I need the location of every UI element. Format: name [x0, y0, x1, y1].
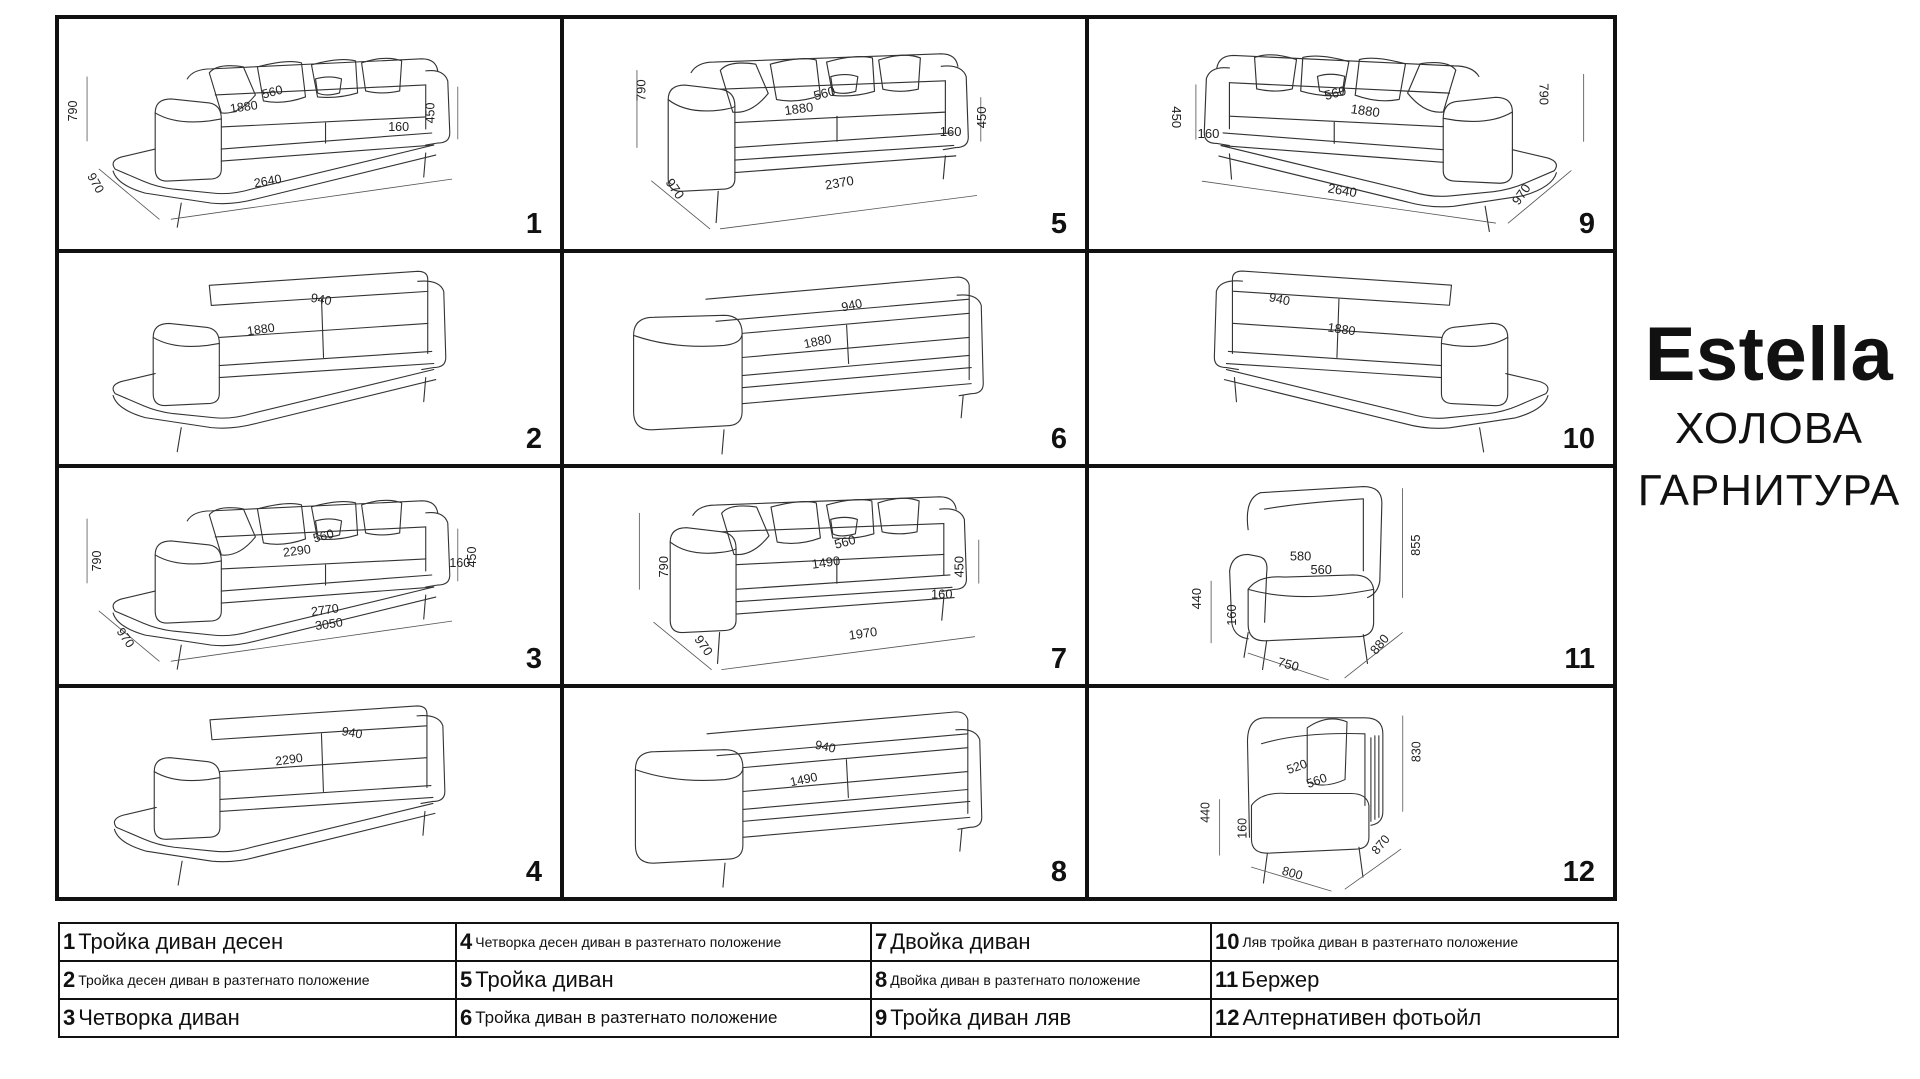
outline-stroke — [1261, 733, 1365, 805]
legend-entry — [871, 923, 1211, 961]
dimension-label: 520 — [1284, 756, 1310, 777]
dimension-label: 1970 — [847, 623, 879, 643]
outline-stroke — [960, 829, 962, 851]
cell-number: 9 — [1578, 208, 1595, 240]
sofa-drawing — [1089, 19, 1613, 249]
sofa-drawing — [59, 19, 560, 249]
outline-stroke — [634, 333, 743, 346]
legend-entry — [871, 961, 1211, 999]
armchair-drawing — [1089, 688, 1613, 897]
sofa-drawing — [564, 688, 1085, 897]
dimension-label: 750 — [1276, 654, 1301, 675]
outline-stroke — [417, 716, 445, 804]
furniture-outline — [113, 271, 446, 451]
legend-text: Тройка диван десен — [78, 929, 284, 954]
legend-entry — [456, 923, 871, 961]
dimension-label: 1880 — [1349, 101, 1381, 121]
outline-stroke — [155, 113, 221, 122]
dimension-label: 790 — [633, 79, 649, 102]
outline-stroke — [1229, 116, 1443, 126]
dimension-label: 560 — [811, 83, 837, 104]
outline-stroke — [735, 145, 954, 160]
line-art — [564, 468, 1085, 684]
cell-number: 3 — [525, 643, 542, 675]
dimension-label: 1880 — [1326, 320, 1357, 339]
dimension-label: 160 — [939, 124, 962, 140]
outline-stroke — [221, 559, 425, 569]
outline-stroke — [1229, 154, 1231, 179]
diagram-cell-4 — [59, 688, 560, 897]
dimension-label: 2290 — [274, 750, 304, 769]
furniture-outline — [634, 277, 984, 454]
sofa-drawing — [59, 468, 560, 684]
legend-entry — [1211, 961, 1618, 999]
dimension-label: 160 — [1235, 817, 1250, 839]
legend-entry — [59, 961, 456, 999]
outline-stroke — [736, 587, 952, 601]
dimension-label: 440 — [1198, 802, 1213, 823]
dimension-label: 3050 — [314, 615, 344, 634]
legend-table — [58, 922, 1619, 1038]
legend-entry — [1211, 999, 1618, 1037]
diagram-cell-10 — [1089, 253, 1613, 464]
outline-stroke — [155, 99, 221, 181]
outline-stroke — [670, 542, 736, 553]
dimension-label: 1880 — [246, 320, 276, 339]
diagram-cell-9 — [1089, 19, 1613, 249]
legend-text: Тройка диван в разтегнато положение — [475, 1008, 778, 1027]
outline-stroke — [1363, 635, 1367, 664]
legend-text: Алтернативен фотьойл — [1242, 1005, 1482, 1030]
outline-stroke — [177, 645, 181, 669]
diagram-cell-12 — [1089, 688, 1613, 897]
legend-number: 2 — [63, 967, 76, 992]
outline-stroke — [155, 555, 221, 564]
outline-stroke — [1263, 853, 1267, 883]
outline-stroke — [423, 811, 425, 835]
legend-text: Четворка десен диван в разтегнато положение — [475, 933, 782, 950]
dimension-label: 970 — [662, 175, 688, 202]
dimension-label: 560 — [1310, 561, 1332, 577]
line-art — [59, 688, 560, 897]
outline-stroke — [154, 772, 220, 781]
legend-text: Двойка диван — [890, 929, 1031, 954]
outline-stroke — [322, 299, 324, 357]
legend-number: 11 — [1215, 967, 1239, 992]
outline-stroke — [177, 428, 181, 452]
dimension-label: 560 — [1304, 770, 1329, 791]
sofa-drawing — [564, 19, 1085, 249]
outline-stroke — [155, 541, 221, 623]
dimension-label: 800 — [1280, 863, 1305, 883]
dimension-label: 940 — [309, 290, 333, 309]
legend-number: 6 — [460, 1005, 473, 1030]
dimension-label: 790 — [1536, 83, 1552, 106]
outline-stroke — [735, 112, 945, 122]
outline-stroke — [635, 750, 742, 863]
outline-stroke — [219, 364, 433, 378]
outline-stroke — [742, 384, 971, 404]
legend-entry — [456, 961, 871, 999]
diagram-cell-6 — [564, 253, 1085, 464]
outline-stroke — [1224, 380, 1548, 429]
cell-number: 2 — [525, 423, 542, 455]
outline-stroke — [178, 861, 182, 885]
outline-stroke — [722, 430, 724, 454]
brand-block — [1622, 312, 1916, 522]
cell-number: 5 — [1050, 208, 1067, 240]
outline-stroke — [743, 790, 968, 810]
outline-stroke — [670, 528, 736, 633]
outline-stroke — [219, 351, 431, 365]
dimension-label: 160 — [388, 119, 410, 134]
dimension-label: 450 — [951, 556, 967, 578]
outline-stroke — [878, 498, 919, 534]
outline-stroke — [735, 133, 952, 148]
dimension-label: 160 — [1223, 604, 1239, 626]
outline-stroke — [114, 813, 434, 861]
legend-text: Двойка диван в разтегнато положение — [890, 971, 1141, 988]
outline-stroke — [424, 378, 426, 402]
outline-stroke — [706, 277, 969, 321]
brand-subtitle-line-1: ХОЛОВА — [1675, 404, 1863, 453]
dimension-line — [1345, 849, 1401, 889]
dimension-label: 560 — [832, 531, 858, 552]
outline-stroke — [1248, 589, 1373, 596]
outline-stroke — [1443, 112, 1512, 121]
line-art — [1089, 19, 1613, 249]
outline-stroke — [114, 803, 432, 851]
legend-entry — [59, 999, 456, 1037]
armchair-drawing — [1089, 468, 1613, 684]
outline-stroke — [153, 323, 219, 405]
outline-stroke — [1244, 633, 1248, 658]
outline-stroke — [316, 77, 342, 95]
dimension-line — [722, 637, 975, 670]
cell-number: 1 — [525, 208, 542, 240]
dimension-label: 940 — [1267, 290, 1292, 309]
legend-number: 8 — [875, 967, 888, 992]
outline-stroke — [743, 817, 970, 837]
legend-number: 1 — [63, 929, 76, 954]
dimension-label: 160 — [931, 586, 953, 602]
outline-stroke — [113, 370, 434, 419]
furniture-outline — [114, 706, 444, 885]
dimension-label: 560 — [311, 526, 336, 546]
furniture-outline — [639, 497, 978, 670]
outline-stroke — [220, 786, 431, 800]
diagram-cell-8 — [564, 688, 1085, 897]
sofa-drawing — [564, 468, 1085, 684]
dimension-label: 1490 — [810, 552, 842, 572]
line-art — [1089, 468, 1613, 684]
outline-stroke — [742, 355, 969, 375]
outline-stroke — [846, 760, 848, 798]
diagram-cell-7 — [564, 468, 1085, 684]
dimension-label: 450 — [1168, 106, 1184, 129]
legend-entry — [59, 923, 456, 961]
line-art — [59, 468, 560, 684]
brand-subtitle-line-2: ГАРНИТУРА — [1637, 466, 1901, 515]
diagram-cell-2 — [59, 253, 560, 464]
outline-stroke — [1226, 370, 1548, 419]
cell-number: 6 — [1050, 423, 1067, 455]
legend-entry — [1211, 923, 1618, 961]
outline-stroke — [1263, 641, 1267, 670]
dimension-line — [720, 195, 976, 228]
dimension-label: 2640 — [1326, 180, 1359, 201]
outline-stroke — [113, 587, 434, 636]
outline-stroke — [1234, 378, 1236, 402]
dimension-label: 2640 — [252, 171, 283, 191]
cell-number: 10 — [1562, 423, 1595, 455]
dimension-label: 970 — [1508, 181, 1534, 208]
outline-stroke — [707, 712, 968, 756]
line-art — [1089, 253, 1613, 464]
line-art — [1089, 688, 1613, 897]
legend-entry — [456, 999, 871, 1037]
outline-stroke — [961, 396, 963, 418]
outline-stroke — [177, 203, 181, 227]
furniture-outline — [1220, 716, 1403, 891]
outline-stroke — [634, 315, 743, 430]
outline-stroke — [220, 797, 433, 811]
sofa-drawing — [59, 253, 560, 464]
cell-number: 8 — [1050, 856, 1067, 888]
outline-stroke — [1480, 428, 1484, 452]
outline-stroke — [1248, 575, 1373, 641]
dimension-label: 790 — [656, 556, 672, 578]
brand-name: Estella — [1644, 312, 1894, 397]
legend-number: 12 — [1215, 1005, 1240, 1030]
dimension-label: 450 — [464, 546, 479, 568]
furniture-outline — [1196, 55, 1584, 232]
legend-number: 4 — [460, 929, 473, 954]
line-art — [564, 19, 1085, 249]
line-art — [564, 688, 1085, 897]
outline-stroke — [879, 55, 921, 91]
outline-stroke — [742, 337, 969, 357]
legend-text: Тройка диван — [475, 967, 614, 992]
outline-stroke — [1221, 146, 1556, 197]
outline-stroke — [418, 281, 446, 369]
diagram-cell-5 — [564, 19, 1085, 249]
diagram-cell-3 — [59, 468, 560, 684]
furniture-outline — [87, 500, 458, 669]
line-art — [59, 19, 560, 249]
dimension-label: 970 — [691, 632, 717, 659]
outline-stroke — [1359, 847, 1363, 877]
cell-number: 12 — [1562, 856, 1595, 888]
dimension-label: 160 — [449, 555, 471, 570]
dimension-label: 870 — [1368, 832, 1393, 858]
dimension-label: 790 — [90, 550, 105, 572]
outline-stroke — [220, 758, 427, 772]
dimension-label: 940 — [840, 296, 864, 315]
diagram-cell-11 — [1089, 468, 1613, 684]
dimension-label: 2770 — [310, 601, 340, 619]
legend-number: 5 — [460, 967, 473, 992]
dimension-label: 440 — [1188, 587, 1204, 610]
dimension-label: 830 — [1409, 741, 1424, 763]
legend-number: 10 — [1215, 929, 1240, 954]
outline-stroke — [215, 85, 425, 95]
dimension-label: 1490 — [788, 769, 819, 790]
outline-stroke — [426, 513, 450, 587]
furniture-outline — [87, 58, 458, 227]
outline-stroke — [716, 191, 718, 222]
outline-stroke — [1485, 206, 1489, 231]
outline-stroke — [943, 156, 945, 179]
outline-stroke — [956, 730, 982, 830]
legend-number: 9 — [875, 1005, 888, 1030]
legend-row — [59, 923, 1618, 961]
outline-stroke — [1226, 364, 1441, 378]
outline-stroke — [1232, 271, 1451, 305]
outline-stroke — [1441, 337, 1507, 346]
outline-stroke — [153, 337, 219, 346]
dimension-label: 1880 — [229, 98, 259, 116]
sofa-drawing — [564, 253, 1085, 464]
sofa-drawing — [1089, 253, 1613, 464]
legend-text: Четворка диван — [78, 1005, 240, 1030]
outline-stroke — [1355, 58, 1405, 101]
dimension-label: 855 — [1407, 534, 1423, 556]
legend-text: Ляв тройка диван в разтегнато положение — [1242, 933, 1519, 950]
outline-stroke — [424, 595, 426, 619]
outline-stroke — [736, 575, 950, 589]
diagram-cell-1 — [59, 19, 560, 249]
legend-number: 7 — [875, 929, 888, 954]
outline-stroke — [321, 734, 323, 792]
outline-stroke — [771, 502, 820, 544]
outline-stroke — [668, 100, 735, 111]
furniture-outline — [1214, 271, 1548, 452]
outline-stroke — [635, 768, 742, 781]
outline-stroke — [743, 769, 968, 792]
dimension-label: 940 — [813, 737, 837, 756]
dimension-label: 1880 — [802, 331, 833, 352]
dimension-label: 580 — [1289, 548, 1312, 564]
sofa-drawing — [59, 688, 560, 897]
product-diagram-grid — [55, 15, 1617, 901]
dimension-label: 2290 — [282, 542, 312, 560]
legend-number: 3 — [63, 1005, 76, 1030]
dimension-label: 450 — [974, 106, 990, 129]
cell-number: 4 — [525, 856, 542, 888]
dimension-label: 560 — [260, 82, 285, 102]
outline-stroke — [957, 295, 983, 396]
outline-stroke — [1265, 499, 1364, 571]
outline-stroke — [113, 597, 436, 646]
dimension-label: 1880 — [783, 99, 815, 119]
outline-stroke — [257, 504, 305, 545]
outline-stroke — [1219, 156, 1556, 207]
dimension-label: 790 — [66, 100, 81, 122]
outline-stroke — [1228, 351, 1441, 365]
legend-row — [59, 961, 1618, 999]
outline-stroke — [1223, 133, 1443, 150]
outline-stroke — [424, 153, 426, 177]
outline-stroke — [847, 325, 849, 363]
dimension-label: 940 — [340, 724, 364, 742]
furniture-outline — [635, 712, 981, 887]
outline-stroke — [743, 801, 970, 821]
dimension-label: 160 — [1197, 126, 1220, 142]
dimension-label: 560 — [1322, 82, 1348, 104]
dimension-label: 970 — [113, 625, 138, 651]
outline-stroke — [742, 368, 971, 388]
outline-stroke — [1441, 323, 1507, 405]
outline-stroke — [221, 575, 431, 591]
outline-stroke — [113, 380, 436, 429]
furniture-outline — [637, 54, 981, 229]
legend-text: Тройка диван ляв — [890, 1005, 1072, 1030]
line-art — [564, 253, 1085, 464]
outline-stroke — [1443, 97, 1512, 183]
line-art — [59, 253, 560, 464]
legend-text: Бержер — [1241, 967, 1320, 992]
outline-stroke — [221, 133, 431, 149]
outline-stroke — [1251, 793, 1368, 853]
dimension-label: 880 — [1366, 631, 1393, 658]
legend-row — [59, 999, 1618, 1037]
outline-stroke — [210, 706, 427, 740]
outline-stroke — [668, 85, 735, 191]
outline-stroke — [1214, 281, 1242, 370]
cell-number: 7 — [1050, 643, 1067, 675]
dimension-label: 970 — [84, 170, 107, 196]
legend-text: Тройка десен диван в разтегнато положение — [78, 971, 370, 988]
outline-stroke — [154, 758, 220, 840]
legend-entry — [871, 999, 1211, 1037]
outline-stroke — [718, 633, 720, 664]
dimension-label: 2370 — [823, 172, 855, 193]
dimension-label: 450 — [423, 102, 438, 124]
outline-stroke — [723, 863, 725, 887]
cell-number: 11 — [1564, 643, 1595, 675]
